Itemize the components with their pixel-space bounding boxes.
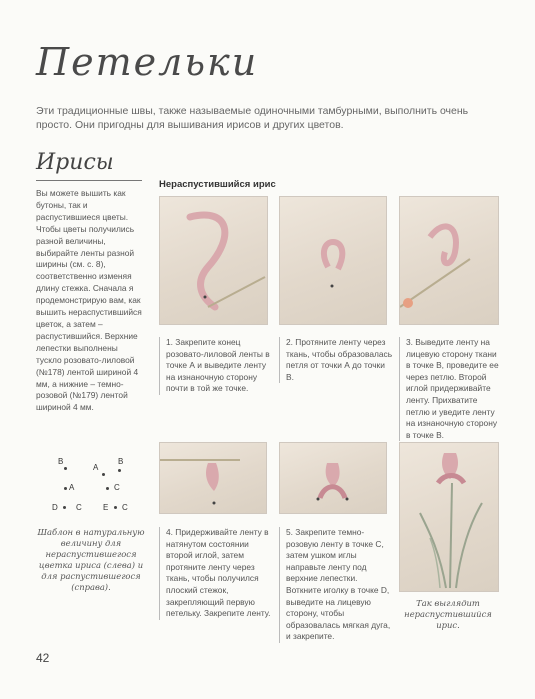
template-label-e: E xyxy=(103,503,109,512)
template-dot xyxy=(102,473,105,476)
template-caption: Шаблон в натуральную величину для нераспустившегося цветка ириса (слева) и для распустившегося (справа). xyxy=(37,527,145,592)
template-label-a2: A xyxy=(69,483,75,492)
template-label-b2: B xyxy=(118,457,124,466)
template-label-c2: C xyxy=(76,503,82,512)
step-3-caption: 3. Выведите ленту на лицевую сторону ткани в точке В, проведите ее через петлю. Второй иглой придерживайте ленту. Прихватите петлю и уведите ленту на изнаночную сторону в точке В. xyxy=(399,337,502,441)
template-label-a1: A xyxy=(93,463,99,472)
step-5-caption: 5. Закрепите темно-розовую ленту в точке С, затем ушком иглы направьте ленту под верхние лепестки. Воткните иголку в точке D, выведите на лицевую сторону, чтобы образовалась мягкая дуга, и закрепите. xyxy=(279,527,394,643)
final-iris-photo xyxy=(399,442,499,592)
template-dot xyxy=(64,487,67,490)
step-1-caption: 1. Закрепите конец розовато-лиловой ленты в точке А и выведите ленту на изнаночную сторону почти в той же точке. xyxy=(159,337,276,395)
step-3-photo xyxy=(399,196,499,325)
subheading: Нераспустившийся ирис xyxy=(159,179,276,190)
template-dot xyxy=(64,467,67,470)
section-title: Ирисы xyxy=(36,150,114,175)
step-2-caption: 2. Протяните ленту через ткань, чтобы образовалась петля от точки А до точки В. xyxy=(279,337,394,383)
template-dot xyxy=(118,469,121,472)
step-1-photo xyxy=(159,196,268,325)
sidebar-text: Вы можете вышить как бутоны, так и распустившиеся цветы. Чтобы цветы получились разной величины, выбирайте ленты разной ширины (см. с. 8), соответственно изменяя длину стежка. Сначала я продемонстрирую вам, как вышить нераспустившийся цветок, а затем – распустившийся. Верхние лепестки выполнены тускло розовато-лиловой (№178) лентой шириной 4 мм, а нижние – темно-розовой (№179) лентой шириной 4 мм. xyxy=(36,188,142,413)
template-dot xyxy=(114,506,117,509)
template-dot xyxy=(63,506,66,509)
step-2-photo xyxy=(279,196,387,325)
template-dot xyxy=(106,487,109,490)
template-diagram xyxy=(36,455,146,525)
template-label-c3: C xyxy=(122,503,128,512)
step-4-photo xyxy=(159,442,267,514)
step-4-caption: 4. Придерживайте ленту в натянутом состоянии второй иглой, затем протяните ленту через ткань, чтобы получился плоский стежок, закрепляющий первую петельку. Закрепите ленту. xyxy=(159,527,276,620)
template-label-c1: C xyxy=(114,483,120,492)
page-title: Петельки xyxy=(36,40,259,84)
intro-paragraph: Эти традиционные швы, также называемые одиночными тамбурными, выполнить очень просто. Они пригодны для вышивания ирисов и других цветов. xyxy=(36,105,469,131)
step-5-photo xyxy=(279,442,387,514)
page-number: 42 xyxy=(36,651,50,665)
template-label-b1: B xyxy=(58,457,64,466)
template-label-d: D xyxy=(52,503,58,512)
section-divider xyxy=(36,180,142,181)
final-caption: Так выглядит нераспустившийся ирис. xyxy=(404,598,492,630)
